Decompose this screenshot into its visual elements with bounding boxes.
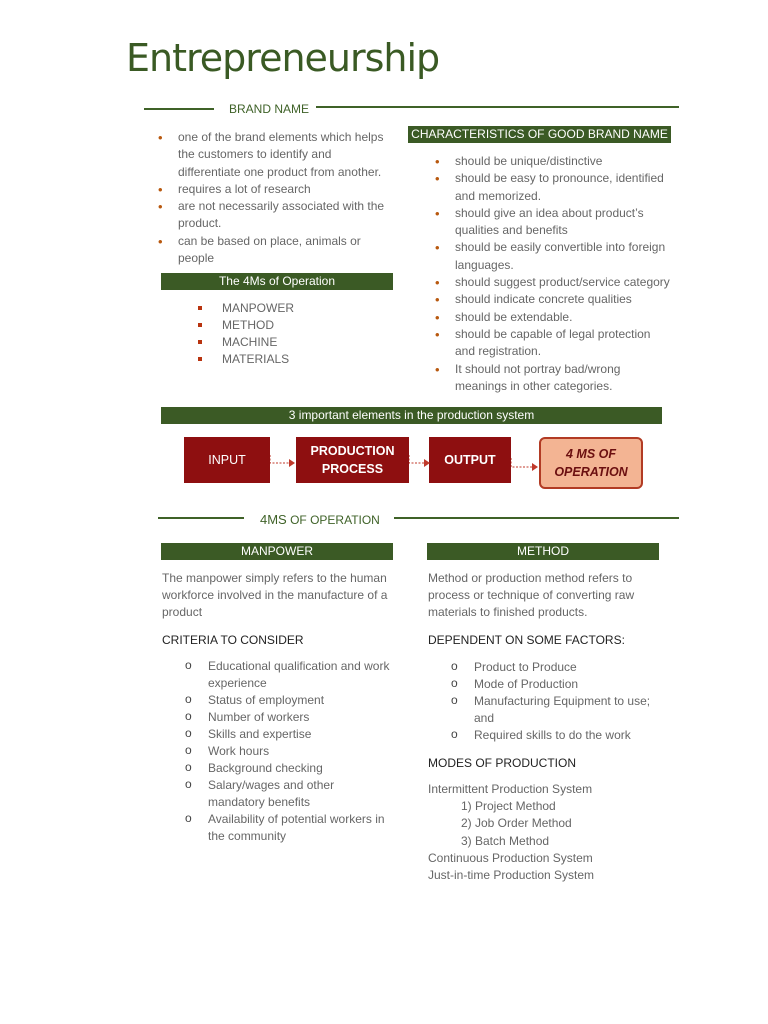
project-method: 1) Project Method <box>461 799 556 813</box>
list-item: • should suggest product/service category <box>433 274 673 291</box>
output-box: OUTPUT <box>429 437 511 483</box>
job-order-method: 2) Job Order Method <box>461 816 572 830</box>
list-item: • should indicate concrete qualities <box>433 291 673 308</box>
list-item: o Educational qualification and work experience <box>185 658 390 692</box>
method-heading: METHOD <box>427 543 659 560</box>
criteria-list <box>185 658 390 845</box>
list-item: MACHINE <box>198 334 378 351</box>
criteria-label: CRITERIA TO CONSIDER <box>162 633 304 647</box>
list-item: o Number of workers <box>185 709 390 726</box>
list-item: • can be based on place, animals or people <box>156 233 396 268</box>
brand-name-list <box>156 129 396 267</box>
list-item: • should give an idea about product’s qualities and benefits <box>433 205 673 240</box>
four-ms-heading-rest: OF OPERATION <box>286 513 380 527</box>
input-box: INPUT <box>184 437 270 483</box>
page-title: Entrepreneurship <box>126 36 440 80</box>
list-item: o Manufacturing Equipment to use; and <box>451 693 661 727</box>
list-item: o Mode of Production <box>451 676 661 693</box>
modes-label: MODES OF PRODUCTION <box>428 756 577 770</box>
list-item: • are not necessarily associated with the product. <box>156 198 396 233</box>
divider <box>316 106 679 108</box>
list-item: o Availability of potential workers in the community <box>185 811 390 845</box>
manpower-description: The manpower simply refers to the human workforce involved in the manufacture of a product <box>162 571 388 619</box>
list-item: MANPOWER <box>198 300 378 317</box>
list-item: • It should not portray bad/wrong meanings in other categories. <box>433 361 673 396</box>
four-ms-section-heading <box>260 512 380 527</box>
arrow-icon <box>409 455 431 469</box>
manpower-heading: MANPOWER <box>161 543 393 560</box>
batch-method: 3) Batch Method <box>461 834 550 848</box>
arrow-icon <box>270 455 296 469</box>
list-item: o Status of employment <box>185 692 390 709</box>
four-ms-list <box>198 300 378 368</box>
list-item: • one of the brand elements which helps the customers to identify and differentiate one product from another. <box>156 129 396 181</box>
arrow-icon <box>511 458 539 472</box>
list-item: o Work hours <box>185 743 390 760</box>
characteristics-heading: CHARACTERISTICS OF GOOD BRAND NAME <box>408 126 671 143</box>
divider <box>158 517 244 519</box>
factors-list <box>451 659 661 744</box>
list-item: o Salary/wages and other mandatory benefits <box>185 777 390 811</box>
list-item: • should be unique/distinctive <box>433 153 673 170</box>
divider <box>144 108 214 110</box>
characteristics-list <box>433 153 673 395</box>
list-item: • should be easily convertible into foreign languages. <box>433 239 673 274</box>
list-item: • should be extendable. <box>433 309 673 326</box>
list-item: • should be easy to pronounce, identified and memorized. <box>433 170 673 205</box>
brand-name-heading: BRAND NAME <box>229 102 310 116</box>
four-ms-operation-box: 4 MS OF OPERATION <box>539 437 643 489</box>
list-item: o Background checking <box>185 760 390 777</box>
intermittent-production: Intermittent Production System <box>428 782 593 796</box>
method-description: Method or production method refers to process or technique of converting raw materials to finished products. <box>428 571 635 619</box>
production-system-heading: 3 important elements in the production system <box>161 407 662 424</box>
list-item: o Required skills to do the work <box>451 727 661 744</box>
divider <box>394 517 679 519</box>
continuous-production: Continuous Production System <box>428 851 593 865</box>
list-item: MATERIALS <box>198 351 378 368</box>
list-item: o Product to Produce <box>451 659 661 676</box>
four-ms-heading-main: 4MS <box>260 512 287 527</box>
list-item: • should be capable of legal protection and registration. <box>433 326 673 361</box>
list-item: o Skills and expertise <box>185 726 390 743</box>
factors-label: DEPENDENT ON SOME FACTORS: <box>428 633 625 647</box>
four-ms-heading: The 4Ms of Operation <box>161 273 393 290</box>
jit-production: Just-in-time Production System <box>428 868 595 882</box>
list-item: • requires a lot of research <box>156 181 396 198</box>
production-process-box: PRODUCTION PROCESS <box>296 437 409 483</box>
list-item: METHOD <box>198 317 378 334</box>
